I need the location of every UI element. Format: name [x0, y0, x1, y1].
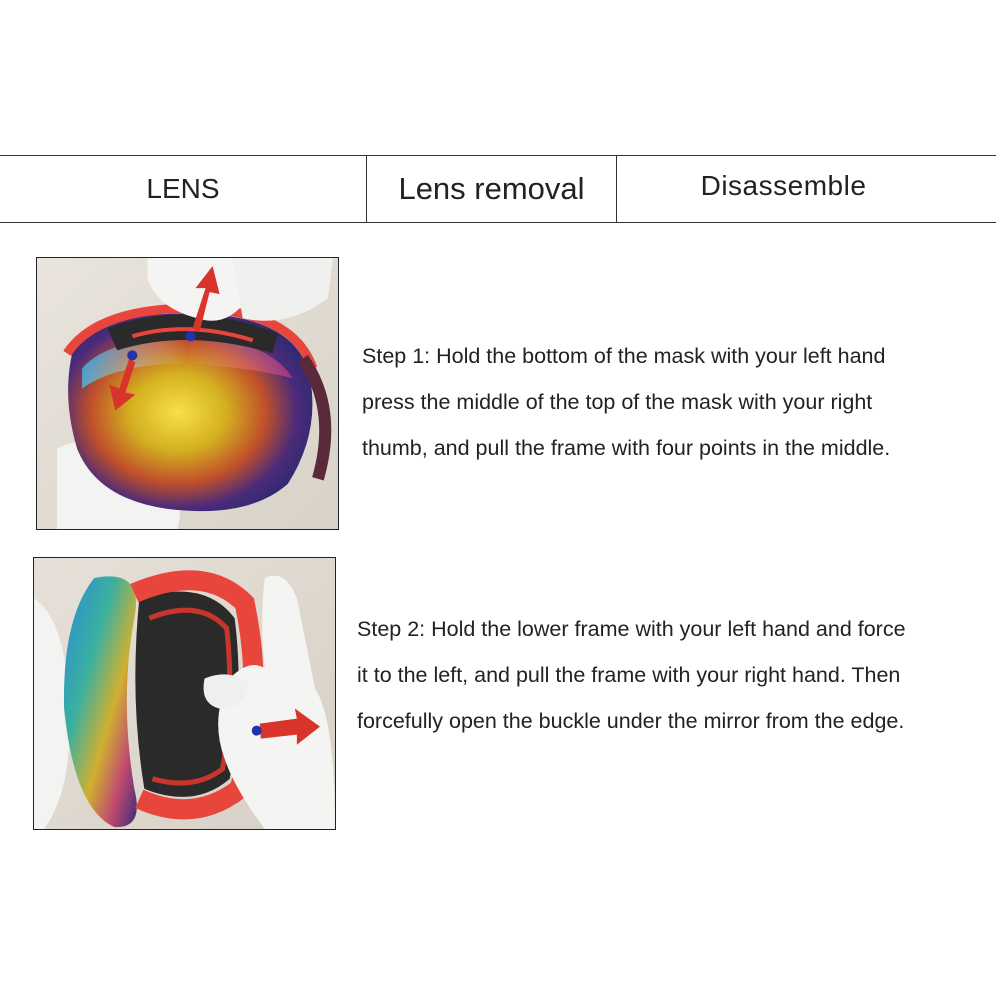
goggle-press-photo-icon	[37, 258, 338, 529]
tab-disassemble[interactable]: Disassemble	[700, 170, 867, 201]
step-2-photo	[33, 557, 336, 830]
tab-bar	[0, 155, 996, 223]
tab-lens[interactable]: LENS	[0, 156, 367, 222]
step-2-text: Step 2: Hold the lower frame with your left hand and force it to the left, and pull the frame with your right hand. Then forcefully open the buckle under the mirror from the edge.	[357, 617, 906, 733]
step-1-text: Step 1: Hold the bottom of the mask with your left hand press the middle of the top of the mask with your right thumb, and pull the frame with four points in the middle.	[362, 344, 891, 460]
tab-lens-removal[interactable]: Lens removal	[367, 156, 617, 222]
step-1-photo	[36, 257, 339, 530]
goggle-frame-pull-photo-icon	[34, 558, 335, 829]
